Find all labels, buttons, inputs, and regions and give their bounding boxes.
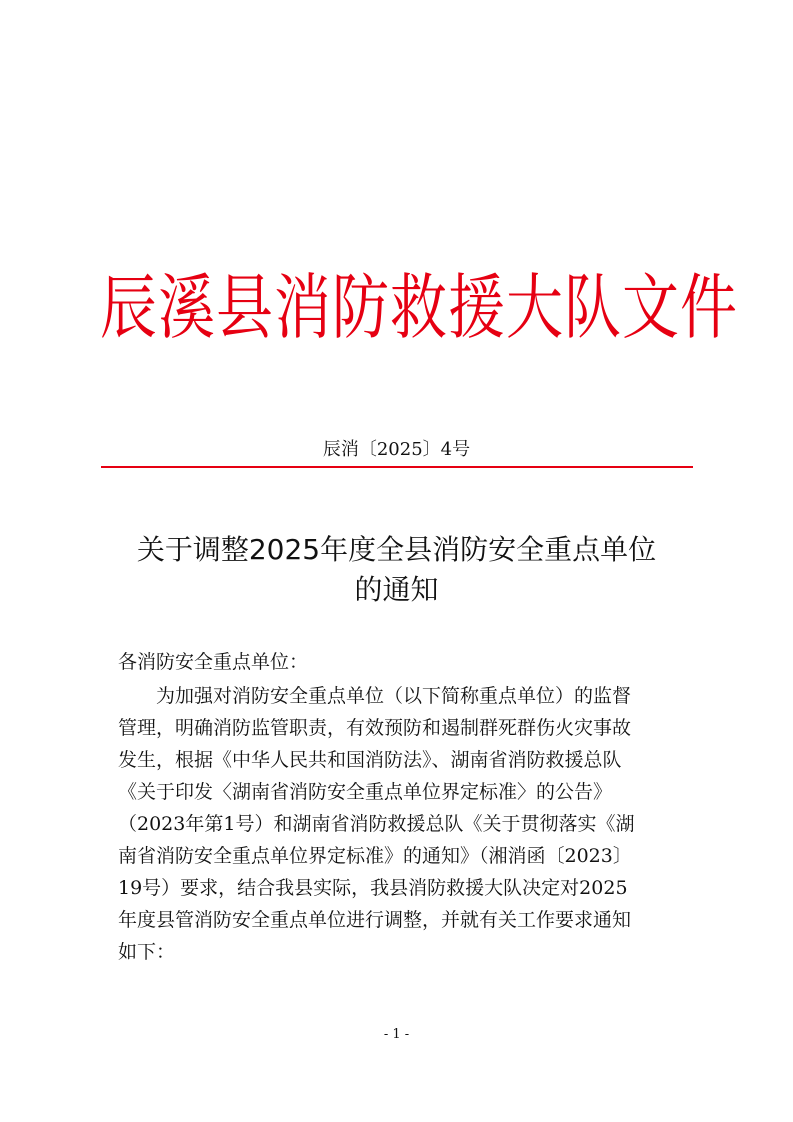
title-line-1: 关于调整2025年度全县消防安全重点单位 [136, 533, 657, 566]
body-line: 19号）要求，结合我县实际，我县消防救援大队决定对2025 [118, 877, 628, 899]
title-line-2: 的通知 [354, 573, 439, 606]
document-title [100, 530, 693, 610]
body-line: （2023年第1号）和湖南省消防救援总队《关于贯彻落实《湖 [118, 813, 635, 835]
red-divider-line [101, 466, 693, 468]
body-line: 发生，根据《中华人民共和国消防法》、湖南省消防救援总队 [118, 749, 622, 771]
body-line: 年度县管消防安全重点单位进行调整，并就有关工作要求通知 [118, 909, 632, 931]
page-number: - 1 - [383, 1027, 410, 1042]
body-line: 为加强对消防安全重点单位（以下简称重点单位）的监督 [156, 685, 632, 707]
body-line: 管理，明确消防监管职责，有效预防和遏制群死群伤火灾事故 [118, 717, 632, 739]
body-paragraph [118, 680, 684, 968]
document-number: 辰消〔2025〕4号 [322, 439, 471, 460]
body-line: 《关于印发〈湖南省消防安全重点单位界定标准〉的公告》 [118, 781, 613, 803]
salutation: 各消防安全重点单位： [118, 651, 309, 673]
issuer-heading: 辰溪县消防救援大队文件 [100, 266, 738, 350]
body-line: 如下： [118, 941, 176, 963]
body-line: 南省消防安全重点单位界定标准》的通知》（湘消函〔2023〕 [118, 845, 632, 867]
